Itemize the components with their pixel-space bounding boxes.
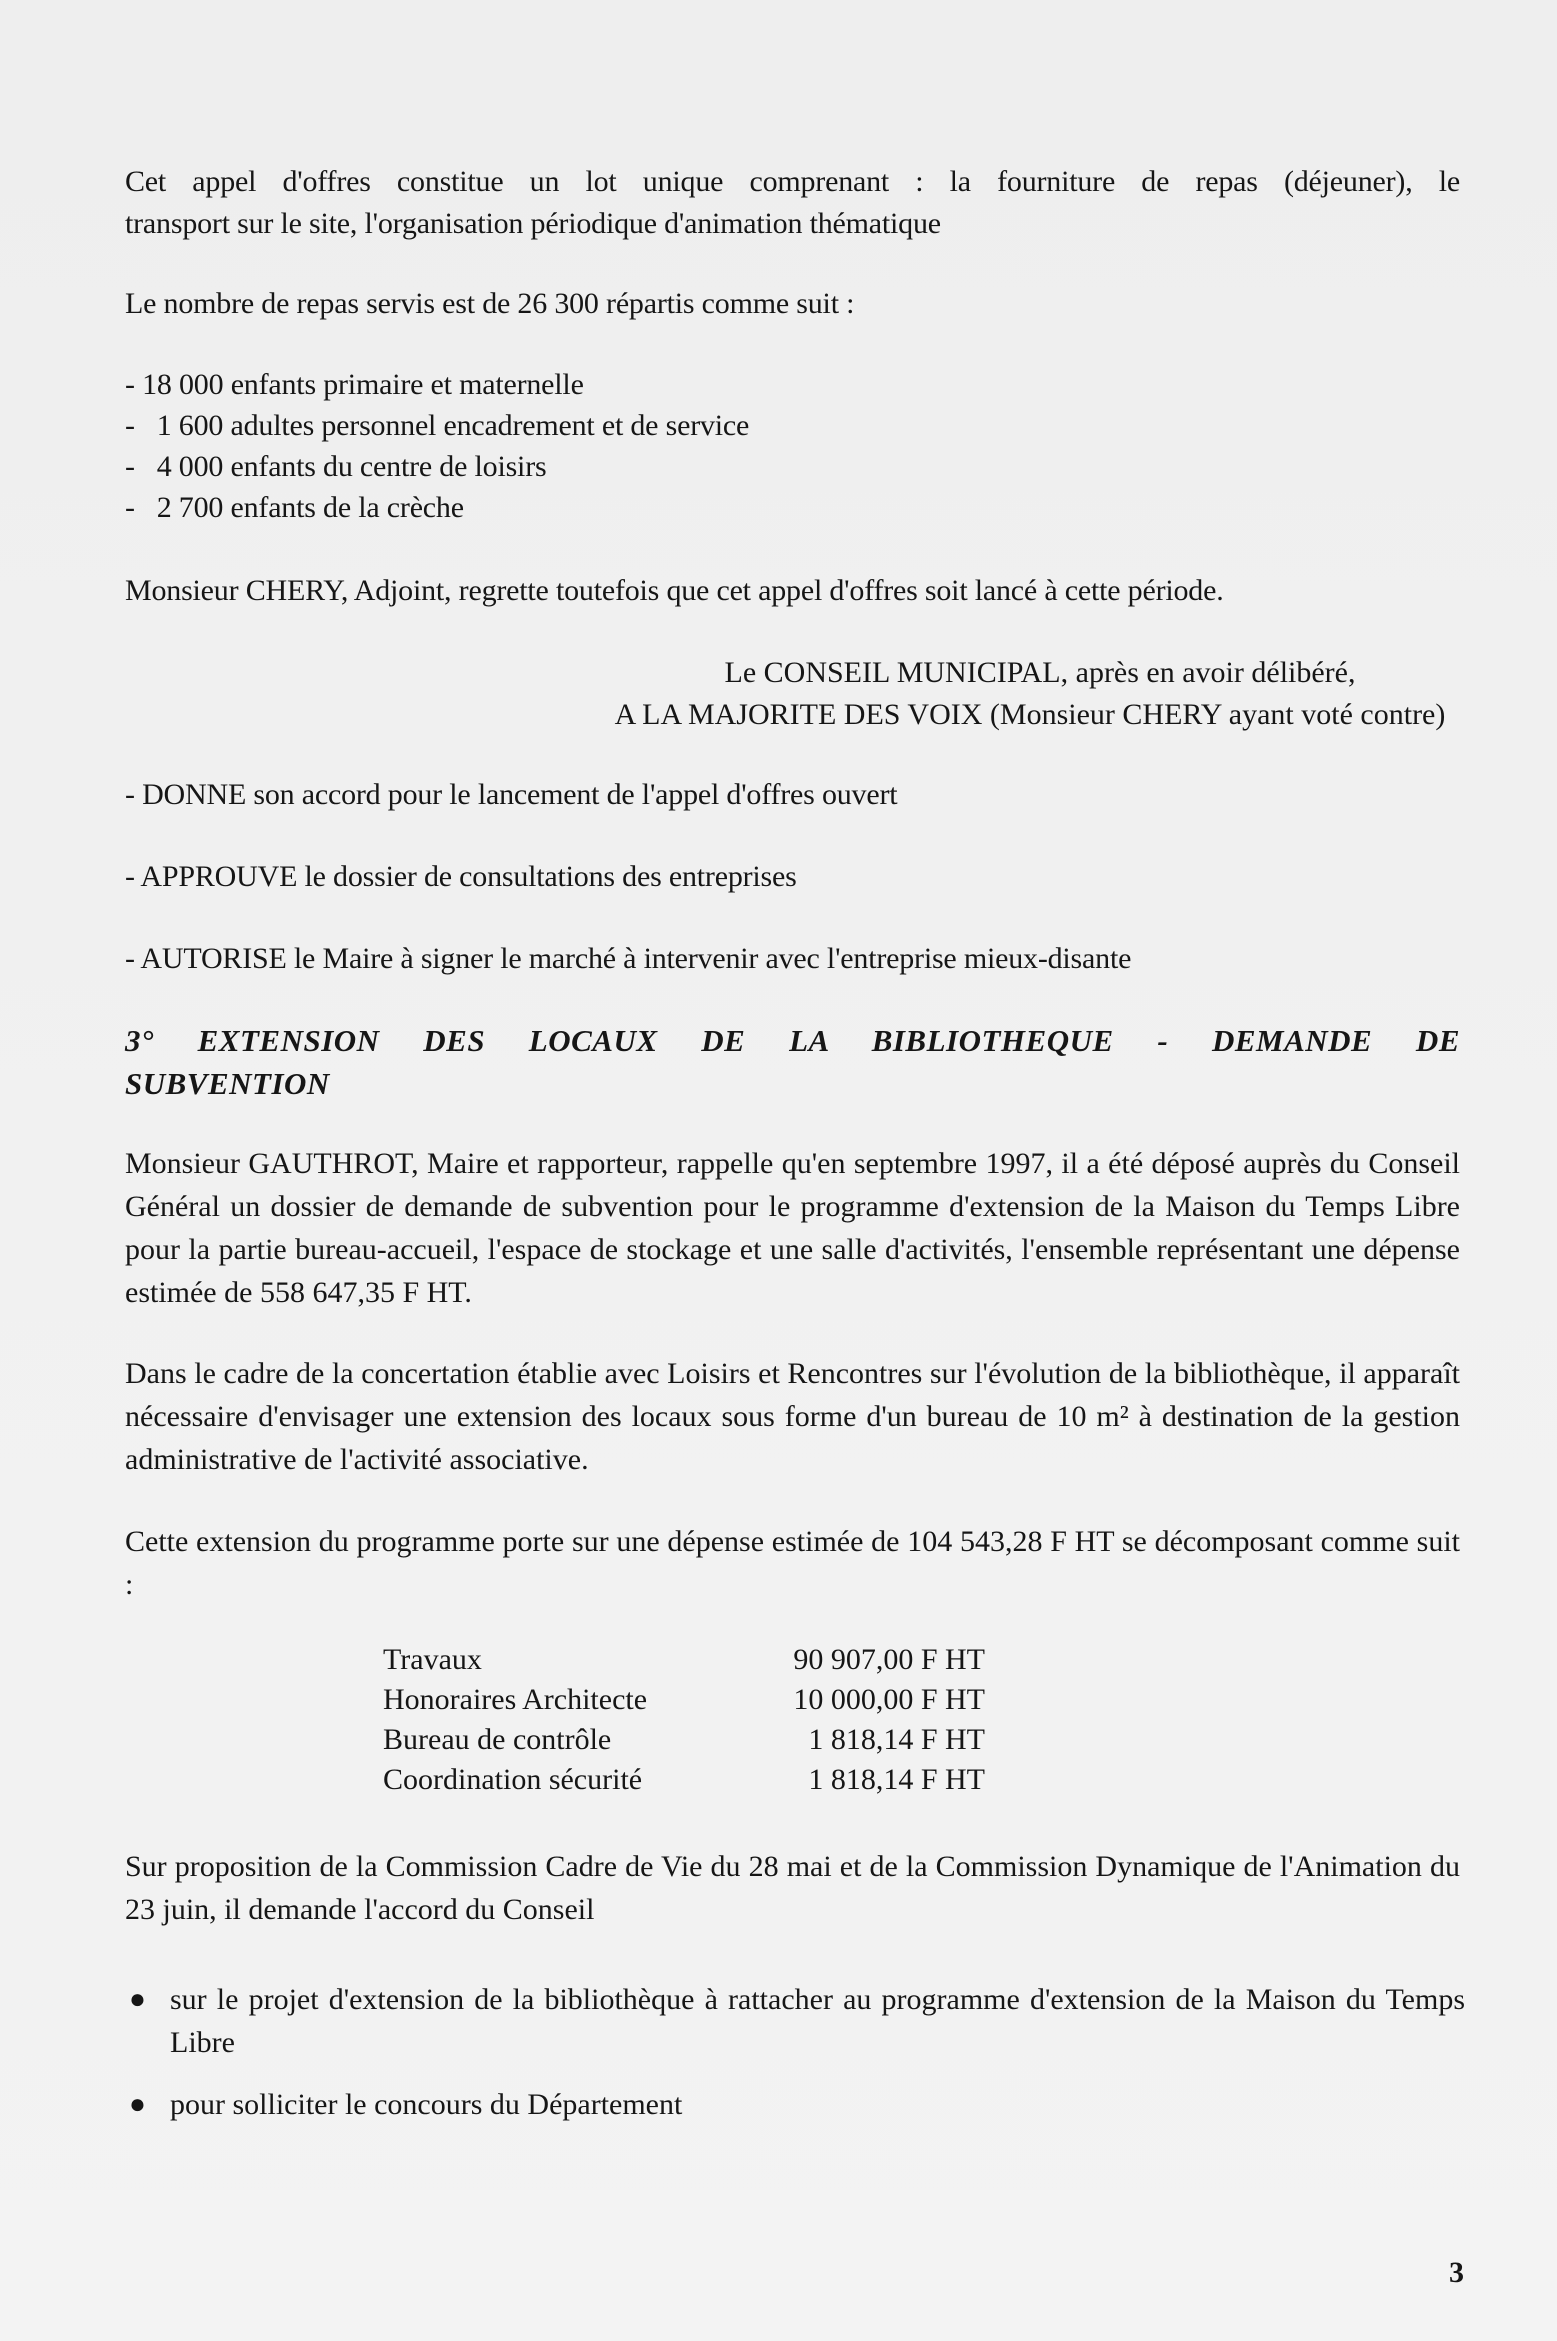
section-3-paragraph-3: Cette extension du programme porte sur une dépense estimée de 104 543,28 F HT se décomposant comme suit : [125,1525,1460,1601]
list-item: - 2 700 enfants de la crèche [125,491,464,524]
council-decision [540,652,1520,736]
council-decision-line-2: A LA MAJORITE DES VOIX (Monsieur CHERY ayant voté contre) [614,698,1446,731]
resolution-donne: - DONNE son accord pour le lancement de l'appel d'offres ouvert [125,778,898,811]
meals-intro: Le nombre de repas servis est de 26 300 répartis comme suit : [125,287,855,320]
section-3-heading-line-1: 3° EXTENSION DES LOCAUX DE LA BIBLIOTHEQUE - DEMANDE DE [125,1023,1460,1058]
council-decision-line-1: Le CONSEIL MUNICIPAL, après en avoir délibéré, [724,656,1356,689]
list-item: - 18 000 enfants primaire et maternelle [125,368,584,401]
lot-description-line-1: Cet appel d'offres constitue un lot unique comprenant : la fourniture de repas (déjeuner), le [125,165,1460,198]
resolution-autorise: - AUTORISE le Maire à signer le marché à intervenir avec l'entreprise mieux-disante [125,942,1132,975]
cost-amount: 90 907,00 F HT [793,1643,985,1676]
list-item: - 4 000 enfants du centre de loisirs [125,450,547,483]
cost-breakdown-table [383,1640,985,1800]
section-3-paragraph-4: Sur proposition de la Commission Cadre de Vie du 28 mai et de la Commission Dynamique de l'Animation du 23 juin, il demande l'accord du Conseil [125,1850,1460,1926]
list-item [125,1978,1465,2064]
section-3-heading-line-2: SUBVENTION [125,1066,330,1101]
cost-amount: 1 818,14 F HT [808,1723,985,1756]
table-row [383,1680,985,1720]
section-3-paragraph-2: Dans le cadre de la concertation établie avec Loisirs et Rencontres sur l'évolution de la bibliothèque, il apparaît nécessaire d'envisager une extension des locaux sous forme d'un bureau de 10 m² à destination de la gestion administrative de l'activité associative. [125,1357,1460,1476]
request-text: pour solliciter le concours du Département [170,2088,683,2121]
chery-remark: Monsieur CHERY, Adjoint, regrette toutefois que cet appel d'offres soit lancé à cette période. [125,574,1224,607]
cost-label: Travaux [383,1643,482,1676]
lot-description-line-2: transport sur le site, l'organisation périodique d'animation thématique [125,207,941,240]
section-3-heading [125,1019,1460,1105]
resolution-approuve: - APPROUVE le dossier de consultations des entreprises [125,860,797,893]
cost-amount: 1 818,14 F HT [808,1763,985,1796]
bullet-dot-icon: ● [129,1984,146,2015]
cost-amount: 10 000,00 F HT [793,1683,985,1716]
list-item [125,2083,1465,2126]
cost-label: Honoraires Architecte [383,1683,648,1716]
cost-label: Coordination sécurité [383,1763,643,1796]
request-text: sur le projet d'extension de la bibliothèque à rattacher au programme d'extension de la Maison du Temps Libre [170,1983,1465,2059]
cost-label: Bureau de contrôle [383,1723,612,1756]
page-number: 3 [1449,2256,1464,2289]
list-item: - 1 600 adultes personnel encadrement et de service [125,409,750,442]
table-row [383,1640,985,1680]
table-row [383,1760,985,1800]
section-3-paragraph-1: Monsieur GAUTHROT, Maire et rapporteur, rappelle qu'en septembre 1997, il a été déposé auprès du Conseil Général un dossier de demande de subvention pour le programme d'extension de la Maison du Temps Libre pour la partie bureau-accueil, l'espace de stockage et une salle d'activités, l'ensemble représentant une dépense estimée de 558 647,35 F HT. [125,1147,1460,1309]
bullet-dot-icon: ● [129,2089,146,2120]
table-row [383,1720,985,1760]
